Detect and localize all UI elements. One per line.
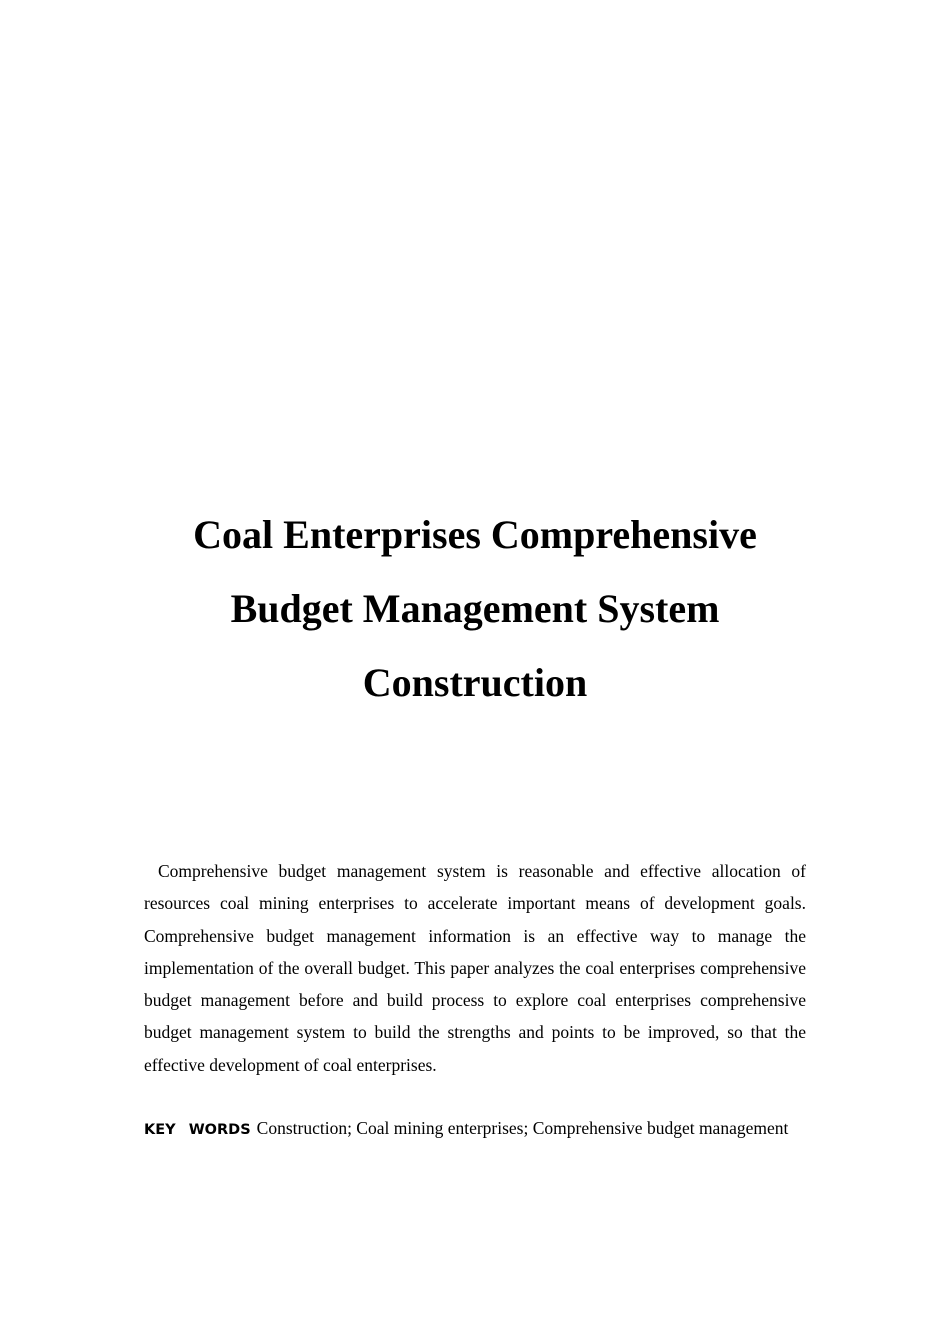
title-line-3: Construction (362, 660, 588, 705)
abstract-paragraph: Comprehensive budget management system is reasonable and effective allocation of resources coal mining enterprises to accelerate important means of development goals. Comprehensive budget management information is an effective way to manage the implementation of the overall budget. This paper analyzes the coal enterprises comprehensive budget management before and build process to explore coal enterprises comprehensive budget management system to build the strengths and points to be improved, so that the effective development of coal enterprises. (144, 861, 806, 1075)
keywords-section (144, 1112, 806, 1146)
paper-title (140, 498, 810, 720)
title-line-2: Budget Management System (230, 586, 720, 631)
keywords-label: KEY WORDS (144, 1122, 251, 1138)
keywords-text: Construction; Coal mining enterprises; Comprehensive budget management (256, 1118, 789, 1138)
title-line-1: Coal Enterprises Comprehensive (193, 512, 757, 557)
